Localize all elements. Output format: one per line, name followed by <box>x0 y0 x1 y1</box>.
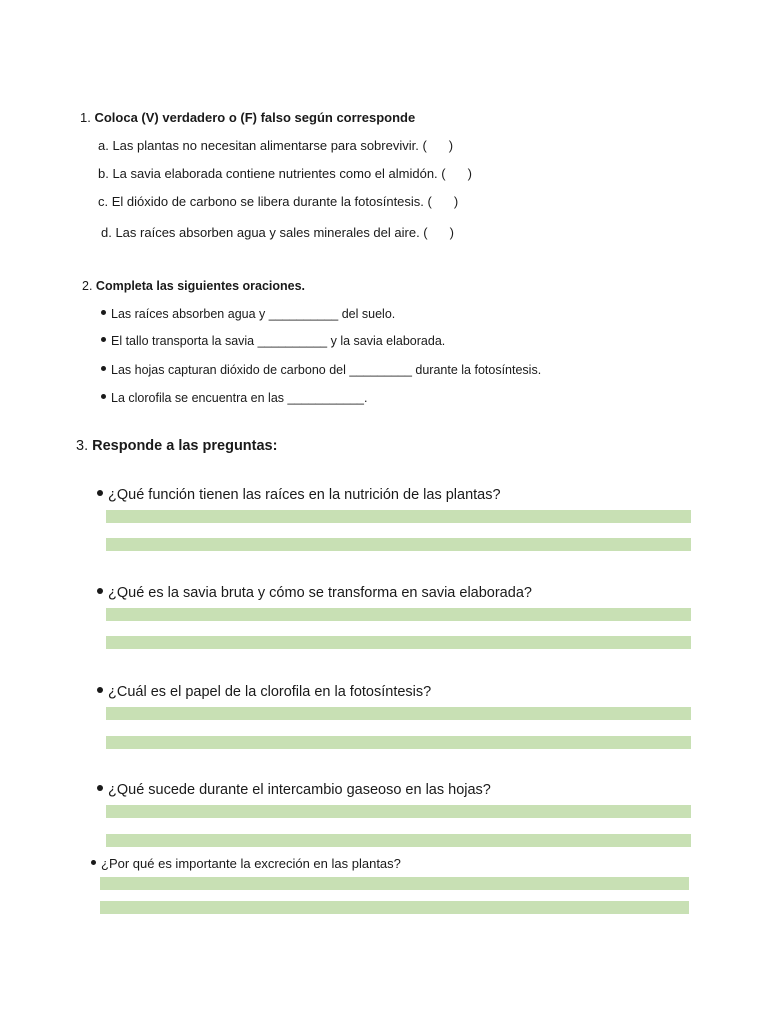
item-text: a. Las plantas no necesitan alimentarse para sobrevivir. ( <box>98 138 427 153</box>
question-4: ¿Qué sucede durante el intercambio gaseoso en las hojas? <box>97 782 491 798</box>
true-false-item-c: c. El dióxido de carbono se libera durante la fotosíntesis. ( ) <box>98 194 459 209</box>
fill-blank-item: Las raíces absorben agua y __________ del suelo. <box>101 307 395 321</box>
answer-line[interactable] <box>106 805 691 818</box>
section-3-number: 3. <box>76 438 89 454</box>
fill-blank-item: El tallo transporta la savia __________ y la savia elaborada. <box>101 334 445 348</box>
true-false-item-b: b. La savia elaborada contiene nutrientes como el almidón. ( ) <box>98 166 472 181</box>
bullet-icon <box>97 588 103 594</box>
section-1-number: 1. <box>80 110 91 125</box>
bullet-icon <box>97 490 103 496</box>
section-2-number: 2. <box>82 279 93 293</box>
section-1-title: Coloca (V) verdadero o (F) falso según corresponde <box>94 110 416 125</box>
true-false-item-a: a. Las plantas no necesitan alimentarse para sobrevivir. ( ) <box>98 138 454 153</box>
fill-blank-item: La clorofila se encuentra en las ___________. <box>101 391 367 405</box>
section-3-title: Responde a las preguntas: <box>92 438 278 454</box>
answer-line[interactable] <box>106 636 691 649</box>
answer-line[interactable] <box>106 538 691 551</box>
question-1: ¿Qué función tienen las raíces en la nutrición de las plantas? <box>97 487 501 503</box>
answer-line[interactable] <box>106 510 691 523</box>
true-false-item-d: d. Las raíces absorben agua y sales minerales del aire. ( ) <box>101 225 454 240</box>
section-2-heading <box>82 279 305 293</box>
answer-line[interactable] <box>106 707 691 720</box>
answer-line[interactable] <box>106 736 691 749</box>
answer-line[interactable] <box>106 834 691 847</box>
bullet-icon <box>101 337 106 342</box>
answer-line[interactable] <box>100 901 689 914</box>
item-text: b. La savia elaborada contiene nutrientes como el almidón. ( <box>98 166 446 181</box>
bullet-icon <box>101 366 106 371</box>
section-2-title: Completa las siguientes oraciones. <box>95 279 306 293</box>
fill-blank-item: Las hojas capturan dióxido de carbono del _________ durante la fotosíntesis. <box>101 363 541 377</box>
answer-line[interactable] <box>106 608 691 621</box>
bullet-icon <box>91 860 96 865</box>
bullet-icon <box>97 785 103 791</box>
item-text: d. Las raíces absorben agua y sales minerales del aire. ( <box>101 225 428 240</box>
bullet-icon <box>97 687 103 693</box>
question-2: ¿Qué es la savia bruta y cómo se transforma en savia elaborada? <box>97 585 532 601</box>
bullet-icon <box>101 310 106 315</box>
section-3-heading <box>76 438 277 454</box>
question-3: ¿Cuál es el papel de la clorofila en la fotosíntesis? <box>97 684 431 700</box>
answer-line[interactable] <box>100 877 689 890</box>
question-5: ¿Por qué es importante la excreción en las plantas? <box>91 856 401 871</box>
bullet-icon <box>101 394 106 399</box>
section-1-heading <box>80 110 415 125</box>
item-text: c. El dióxido de carbono se libera durante la fotosíntesis. ( <box>98 194 432 209</box>
